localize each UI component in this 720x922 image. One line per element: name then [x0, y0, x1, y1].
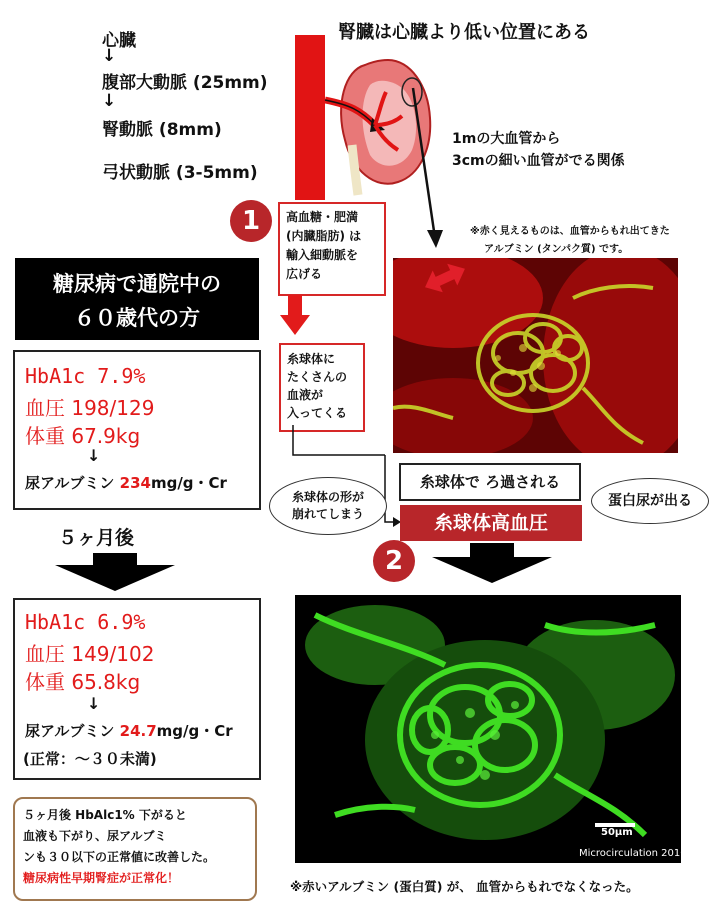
- flow-aorta: 腹部大動脈 (25mm): [102, 73, 268, 93]
- step1-result-box: [279, 343, 365, 432]
- albumin-unit: mg/g・Cr: [150, 474, 227, 492]
- after-label: ５ヶ月後: [58, 527, 135, 549]
- before-weight: 体重 67.9kg: [25, 424, 141, 448]
- micrograph-credit: Microcirculation 2010: [579, 848, 687, 859]
- summary-line-3: ンも３０以下の正常値に改善した。: [23, 850, 216, 864]
- down-arrow-black: [55, 553, 175, 593]
- before-arrow: ↓: [87, 446, 101, 465]
- down-arrow-red: [280, 295, 310, 337]
- hypertension-label: 糸球体高血圧: [433, 512, 548, 534]
- cause-line: 輸入細動脈を: [286, 248, 359, 262]
- flow-renal-artery: 腎動脈 (8mm): [102, 120, 222, 140]
- albumin-label: 尿アルブミン: [25, 722, 115, 740]
- result-line: たくさんの: [287, 370, 348, 384]
- kidney-title: 腎臓は心臓より低い位置にある: [338, 22, 590, 43]
- down-arrow-black: [432, 543, 552, 585]
- cause-line: 広げる: [286, 267, 323, 281]
- after-albumin: [25, 720, 233, 741]
- summary-line-1: ５ヶ月後 HbAlc1% 下がると: [23, 808, 187, 822]
- after-stats-box: [13, 598, 261, 780]
- after-hba1c: HbA1c 6.9%: [25, 610, 146, 634]
- scale-bar-label: 50μm: [601, 827, 633, 838]
- result-line: 血液が: [287, 388, 324, 402]
- after-bp: 血圧 149/102: [25, 642, 155, 666]
- micrograph-red: [393, 258, 678, 453]
- filter-label: 糸球体で ろ過される: [419, 473, 561, 491]
- result-line: 入ってくる: [287, 406, 348, 420]
- patient-title-box: [15, 258, 259, 340]
- proteinuria-label: 蛋白尿が出る: [608, 493, 692, 509]
- after-weight: 体重 65.8kg: [25, 670, 141, 694]
- before-hba1c: HbA1c 7.9%: [25, 364, 146, 388]
- summary-line-2: 血液も下がり、尿アルブミ: [23, 829, 167, 843]
- note-top-1: ※赤く見えるものは、血管からもれ出てきた: [470, 226, 670, 237]
- before-albumin: [25, 472, 227, 493]
- vessel-note-2: 3cmの細い血管がでる関係: [452, 153, 625, 169]
- vessel-note-1: 1mの大血管から: [452, 131, 561, 147]
- note-top-2: アルブミン (タンパク質) です。: [484, 244, 629, 255]
- cause-line: (内臓脂肪) は: [286, 229, 362, 243]
- albumin-value: 234: [119, 474, 151, 492]
- shape-line: 崩れてしまう: [291, 507, 364, 521]
- shape-line: 糸球体の形が: [291, 490, 364, 504]
- flow-arrow: ↓: [102, 46, 117, 66]
- before-stats-box: [13, 350, 261, 510]
- summary-box: [13, 797, 257, 901]
- step1-circle: 1: [230, 200, 272, 242]
- micrograph-green: [295, 595, 681, 863]
- flow-arcuate-artery: 弓状動脈 (3-5mm): [102, 163, 258, 183]
- shape-ellipse: [269, 477, 387, 535]
- cause-line: 高血糖・肥満: [286, 210, 359, 224]
- after-arrow: ↓: [87, 694, 101, 713]
- albumin-label: 尿アルブミン: [25, 474, 115, 492]
- proteinuria-ellipse: [591, 478, 709, 524]
- patient-title-1: 糖尿病で通院中の: [53, 272, 221, 296]
- normal-range: (正常：～３０未満): [23, 750, 157, 768]
- albumin-unit: mg/g・Cr: [156, 722, 233, 740]
- patient-title-2: ６０歳代の方: [74, 306, 200, 330]
- albumin-value: 24.7: [119, 722, 157, 740]
- flow-arrow: ↓: [102, 91, 117, 111]
- filter-box: [399, 463, 581, 501]
- flow-heart: 心臓: [102, 31, 136, 51]
- note-bottom: ※赤いアルブミン (蛋白質) が、 血管からもれでなくなった。: [290, 879, 639, 894]
- step1-cause-box: [278, 202, 386, 296]
- summary-line-4: 糖尿病性早期腎症が正常化！: [23, 871, 180, 885]
- step2-circle: 2: [373, 540, 415, 582]
- hypertension-box: [400, 505, 582, 541]
- before-bp: 血圧 198/129: [25, 396, 155, 420]
- result-line: 糸球体に: [287, 352, 336, 366]
